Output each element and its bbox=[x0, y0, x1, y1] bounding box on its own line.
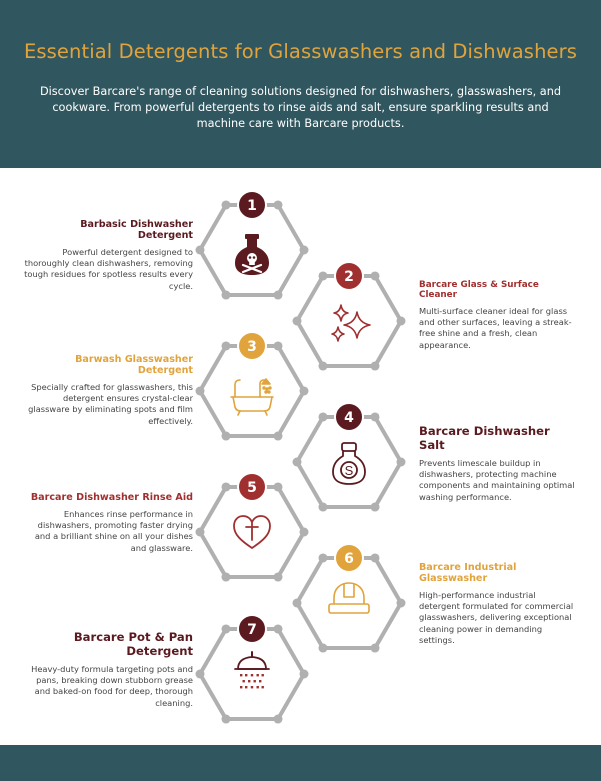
number-badge-label: 7 bbox=[247, 621, 257, 638]
hexagon-node bbox=[274, 291, 283, 300]
hexagon-node bbox=[293, 458, 302, 467]
hexagon-node bbox=[222, 291, 231, 300]
shower-head-icon bbox=[235, 652, 269, 688]
number-badge-label: 4 bbox=[344, 409, 354, 426]
sparkles-icon bbox=[332, 305, 370, 341]
hexagon-node bbox=[397, 599, 406, 608]
hard-hat-icon bbox=[329, 583, 369, 613]
number-badge-label: 3 bbox=[247, 338, 257, 355]
footer-bar bbox=[0, 745, 601, 781]
item-2 bbox=[419, 280, 579, 351]
svg-text:S: S bbox=[344, 463, 354, 478]
item-3-title: Barwash Glasswasher Detergent bbox=[75, 354, 193, 376]
item-7 bbox=[23, 630, 193, 709]
item-5-description: Enhances rinse performance in dishwashers, promoting faster drying and a brilliant shine on all your dishes and glassware. bbox=[34, 509, 193, 553]
item-1 bbox=[23, 219, 193, 292]
hexagon-node bbox=[371, 503, 380, 512]
hexagon-node bbox=[319, 644, 328, 653]
hexagon-node bbox=[196, 387, 205, 396]
hexagon-node bbox=[274, 715, 283, 724]
item-7-description: Heavy-duty formula targeting pots and pans, breaking down stubborn grease and baked-on food for deep, thorough cleaning. bbox=[31, 664, 193, 708]
hexagon-node bbox=[196, 246, 205, 255]
item-6 bbox=[419, 562, 579, 646]
item-6-title: Barcare Industrial Glasswasher bbox=[419, 562, 517, 584]
hexagon-node bbox=[300, 387, 309, 396]
hexagon-node bbox=[222, 573, 231, 582]
hexagon-node bbox=[371, 362, 380, 371]
item-6-description: High-performance industrial detergent formulated for commercial glasswashers, delivering exceptional cleaning power in demanding settings. bbox=[419, 590, 574, 645]
item-3 bbox=[23, 354, 193, 427]
number-badge-label: 1 bbox=[247, 197, 257, 214]
hexagon-node bbox=[319, 362, 328, 371]
hexagon-node bbox=[222, 200, 231, 209]
page-subtitle: Discover Barcare's range of cleaning solutions designed for dishwashers, glasswashers, and cookware. From powerful detergents to rinse aids and salt, ensure sparkling results and machine care with Barcare products. bbox=[39, 85, 562, 130]
hexagon-node bbox=[274, 624, 283, 633]
item-1-description: Powerful detergent designed to thoroughly clean dishwashers, removing tough residues for spotless results every cycle. bbox=[24, 247, 193, 291]
hexagon-node bbox=[300, 246, 309, 255]
hexagon-node bbox=[371, 412, 380, 421]
hexagon-node bbox=[274, 200, 283, 209]
page-title: Essential Detergents for Glasswashers and Dishwashers bbox=[23, 40, 577, 63]
hexagon-node bbox=[371, 553, 380, 562]
hexagon-node bbox=[274, 573, 283, 582]
hexagon-node bbox=[222, 624, 231, 633]
item-4-description: Prevents limescale buildup in dishwashers, protecting machine components and maintaining optimal washing performance. bbox=[419, 458, 575, 502]
hexagon-node bbox=[293, 599, 302, 608]
number-badge-label: 6 bbox=[344, 550, 354, 567]
salt-shaker-icon bbox=[333, 443, 365, 484]
hexagon-node bbox=[300, 528, 309, 537]
hexagon-node bbox=[319, 271, 328, 280]
item-7-title: Barcare Pot & Pan Detergent bbox=[73, 630, 193, 658]
hexagon-node bbox=[319, 553, 328, 562]
number-badge-label: 5 bbox=[247, 479, 257, 496]
item-4-title: Barcare Dishwasher Salt bbox=[419, 424, 550, 452]
item-3-description: Specially crafted for glasswashers, this detergent ensures crystal-clear glassware by eliminating spots and film effectively. bbox=[28, 382, 193, 426]
hexagon-node bbox=[397, 458, 406, 467]
hexagon-node bbox=[222, 341, 231, 350]
hexagon-node bbox=[274, 482, 283, 491]
item-2-description: Multi-surface cleaner ideal for glass and other surfaces, leaving a streak-free shine and a fresh, clean appearance. bbox=[419, 306, 572, 350]
hexagon-node bbox=[222, 715, 231, 724]
hexagon-node bbox=[371, 644, 380, 653]
hexagon-node bbox=[319, 412, 328, 421]
item-5 bbox=[23, 492, 193, 554]
hexagon-node bbox=[397, 317, 406, 326]
hexagon-node bbox=[222, 482, 231, 491]
hexagon-node bbox=[196, 528, 205, 537]
poison-bottle-icon bbox=[235, 234, 269, 275]
item-4 bbox=[419, 424, 579, 503]
hexagon-node bbox=[300, 670, 309, 679]
heart-cross-icon bbox=[234, 516, 270, 548]
bathtub-icon bbox=[231, 379, 273, 415]
hexagon-node bbox=[293, 317, 302, 326]
item-1-title: Barbasic Dishwasher Detergent bbox=[80, 219, 193, 241]
hexagon-node bbox=[371, 271, 380, 280]
hexagon-node bbox=[319, 503, 328, 512]
number-badge-label: 2 bbox=[344, 268, 354, 285]
hexagon-node bbox=[196, 670, 205, 679]
hexagon-node bbox=[274, 432, 283, 441]
item-5-title: Barcare Dishwasher Rinse Aid bbox=[30, 492, 193, 503]
item-2-title: Barcare Glass & Surface Cleaner bbox=[419, 280, 539, 300]
hexagon-node bbox=[222, 432, 231, 441]
hexagon-node bbox=[274, 341, 283, 350]
